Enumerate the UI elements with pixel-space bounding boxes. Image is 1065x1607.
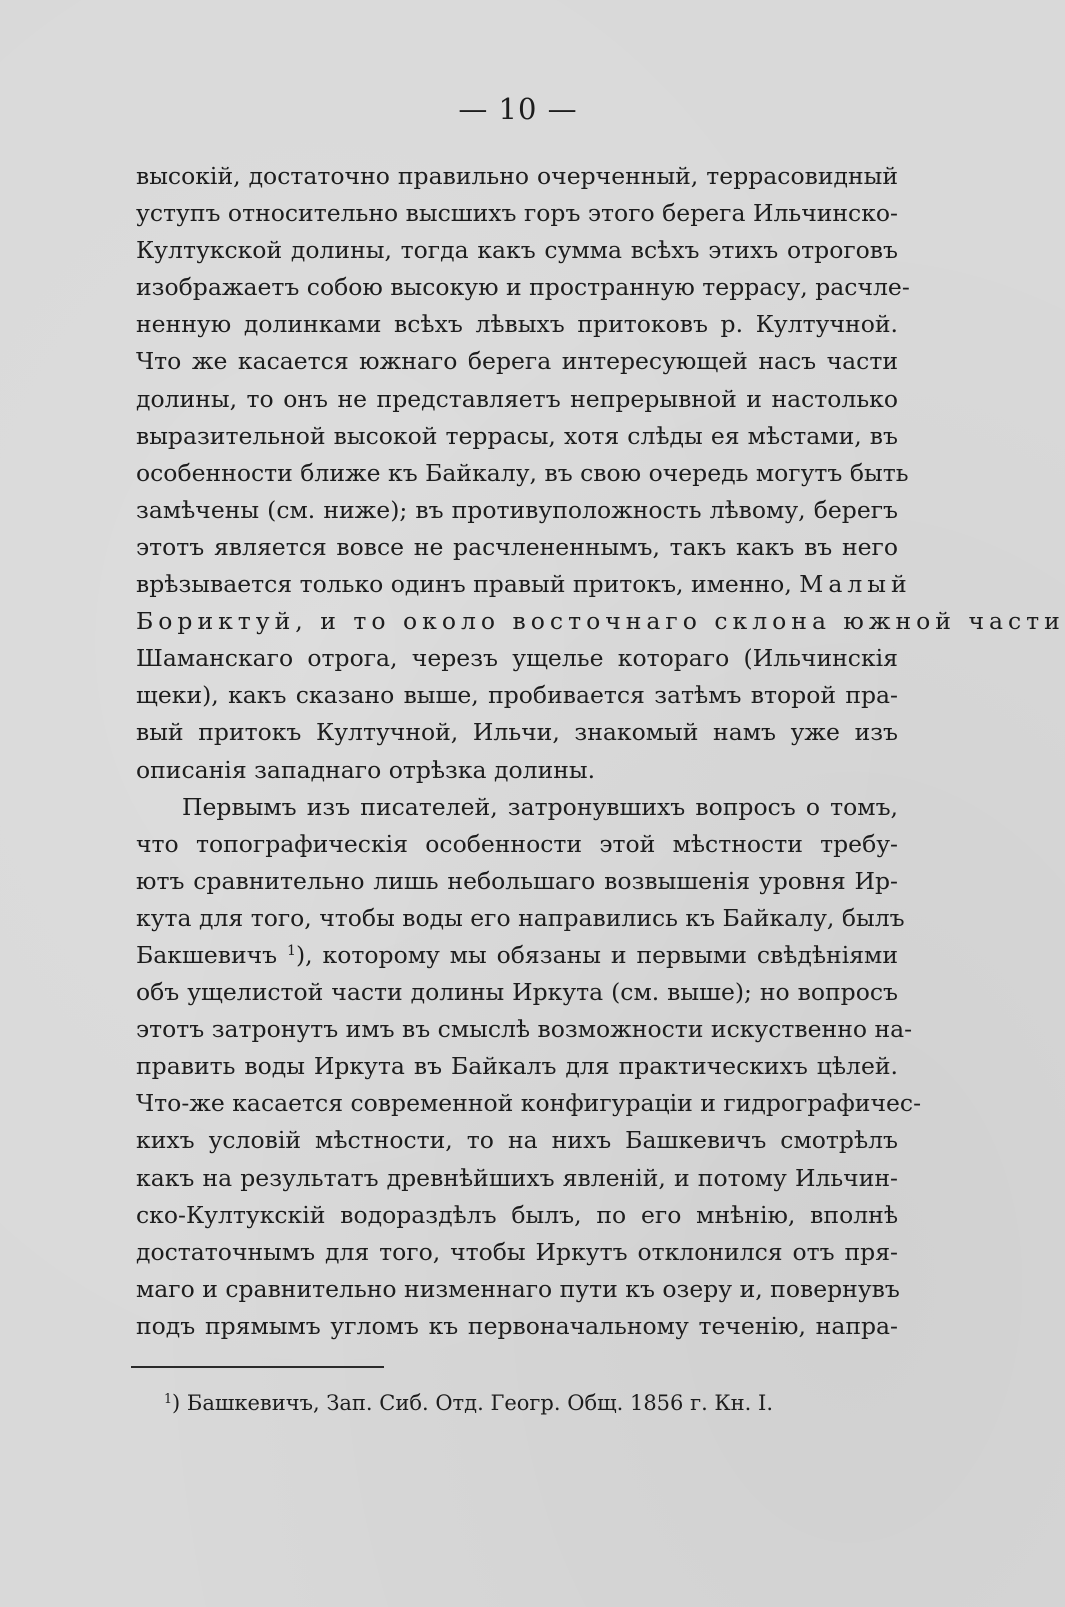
text-line: править воды Иркута въ Байкалъ для практическихъ цѣлей. [136,1052,898,1081]
spaced-name: Малый [799,570,912,599]
footnote [164,1388,904,1418]
text-line: Что-же касается современной конфигураціи и гидрографичес- [136,1089,922,1118]
text-fragment: врѣзывается только одинъ правый притокъ, именно, [136,570,792,599]
text-line: кута для того, чтобы воды его направились къ Байкалу, былъ [136,903,905,932]
paragraph-1 [136,158,1065,789]
text-fragment: Бакшевичъ [136,940,278,969]
spaced-name: Бориктуй, и то около восточнаго склона южной части [136,607,1065,636]
text-line: достаточнымъ для того, чтобы Иркутъ отклонился отъ пря- [136,1237,898,1266]
text-line [136,603,1065,640]
text-line: ютъ сравнительно лишь небольшаго возвышенія уровня Ир- [136,866,898,895]
text-line: Шаманскаго отрога, черезъ ущелье котораго (Ильчинскія [136,644,898,673]
text-line: описанія западнаго отрѣзка долины. [136,755,596,784]
text-line: какъ на результатъ древнѣйшихъ явленій, и потому Ильчин- [136,1163,898,1192]
text-line: вый притокъ Култучной, Ильчи, знакомый намъ уже изъ [136,718,898,747]
footnote-reference[interactable]: 1 [287,942,296,959]
text-line [136,937,898,974]
text-line: ненную долинками всѣхъ лѣвыхъ притоковъ р. Култучной. [136,310,898,339]
text-line [136,566,912,603]
text-fragment: ), которому мы обязаны и первыми свѣдѣніями [296,940,898,969]
text-line: замѣчены (см. ниже); въ противуположность лѣвому, берегъ [136,495,898,524]
text-line: этотъ является вовсе не расчлененнымъ, такъ какъ въ него [136,532,898,561]
footnote-text: ) Башкевичъ, Зап. Сиб. Отд. Геогр. Общ. 1856 г. Кн. I. [172,1391,773,1415]
main-text [136,158,1065,1345]
text-line: объ ущелистой части долины Иркута (см. выше); но вопросъ [136,978,898,1007]
text-line: Что же касается южнаго берега интересующей насъ части [136,347,898,376]
text-line: долины, то онъ не представляетъ непрерывной и настолько [136,384,898,413]
text-line: Первымъ изъ писателей, затронувшихъ вопросъ о томъ, [182,792,898,821]
paragraph-2 [136,789,922,1345]
text-line: Култукской долины, тогда какъ сумма всѣхъ этихъ отроговъ [136,236,898,265]
footnote-marker: 1 [164,1391,173,1406]
text-line: особенности ближе къ Байкалу, въ свою очередь могутъ быть [136,458,909,487]
footnote-divider [131,1366,384,1368]
text-line: этотъ затронутъ имъ въ смыслѣ возможности искуственно на- [136,1015,913,1044]
text-line: кихъ условій мѣстности, то на нихъ Башкевичъ смотрѣлъ [136,1126,898,1155]
text-line: изображаетъ собою высокую и пространную террасу, расчле- [136,273,910,302]
text-line: высокій, достаточно правильно очерченный, террасовидный [136,162,898,190]
text-line: уступъ относительно высшихъ горъ этого берега Ильчинско- [136,199,898,228]
text-line: что топографическія особенности этой мѣстности требу- [136,829,898,858]
text-line: ско-Култукскій водораздѣлъ былъ, по его мнѣнію, вполнѣ [136,1200,898,1229]
page-number: — 10 — [458,92,578,126]
text-line: маго и сравнительно низменнаго пути къ озеру и, повернувъ [136,1274,900,1303]
text-line: щеки), какъ сказано выше, пробивается затѣмъ второй пра- [136,681,898,710]
text-line: подъ прямымъ угломъ къ первоначальному теченію, напра- [136,1311,898,1340]
text-line: выразительной высокой террасы, хотя слѣды ея мѣстами, въ [136,421,898,450]
